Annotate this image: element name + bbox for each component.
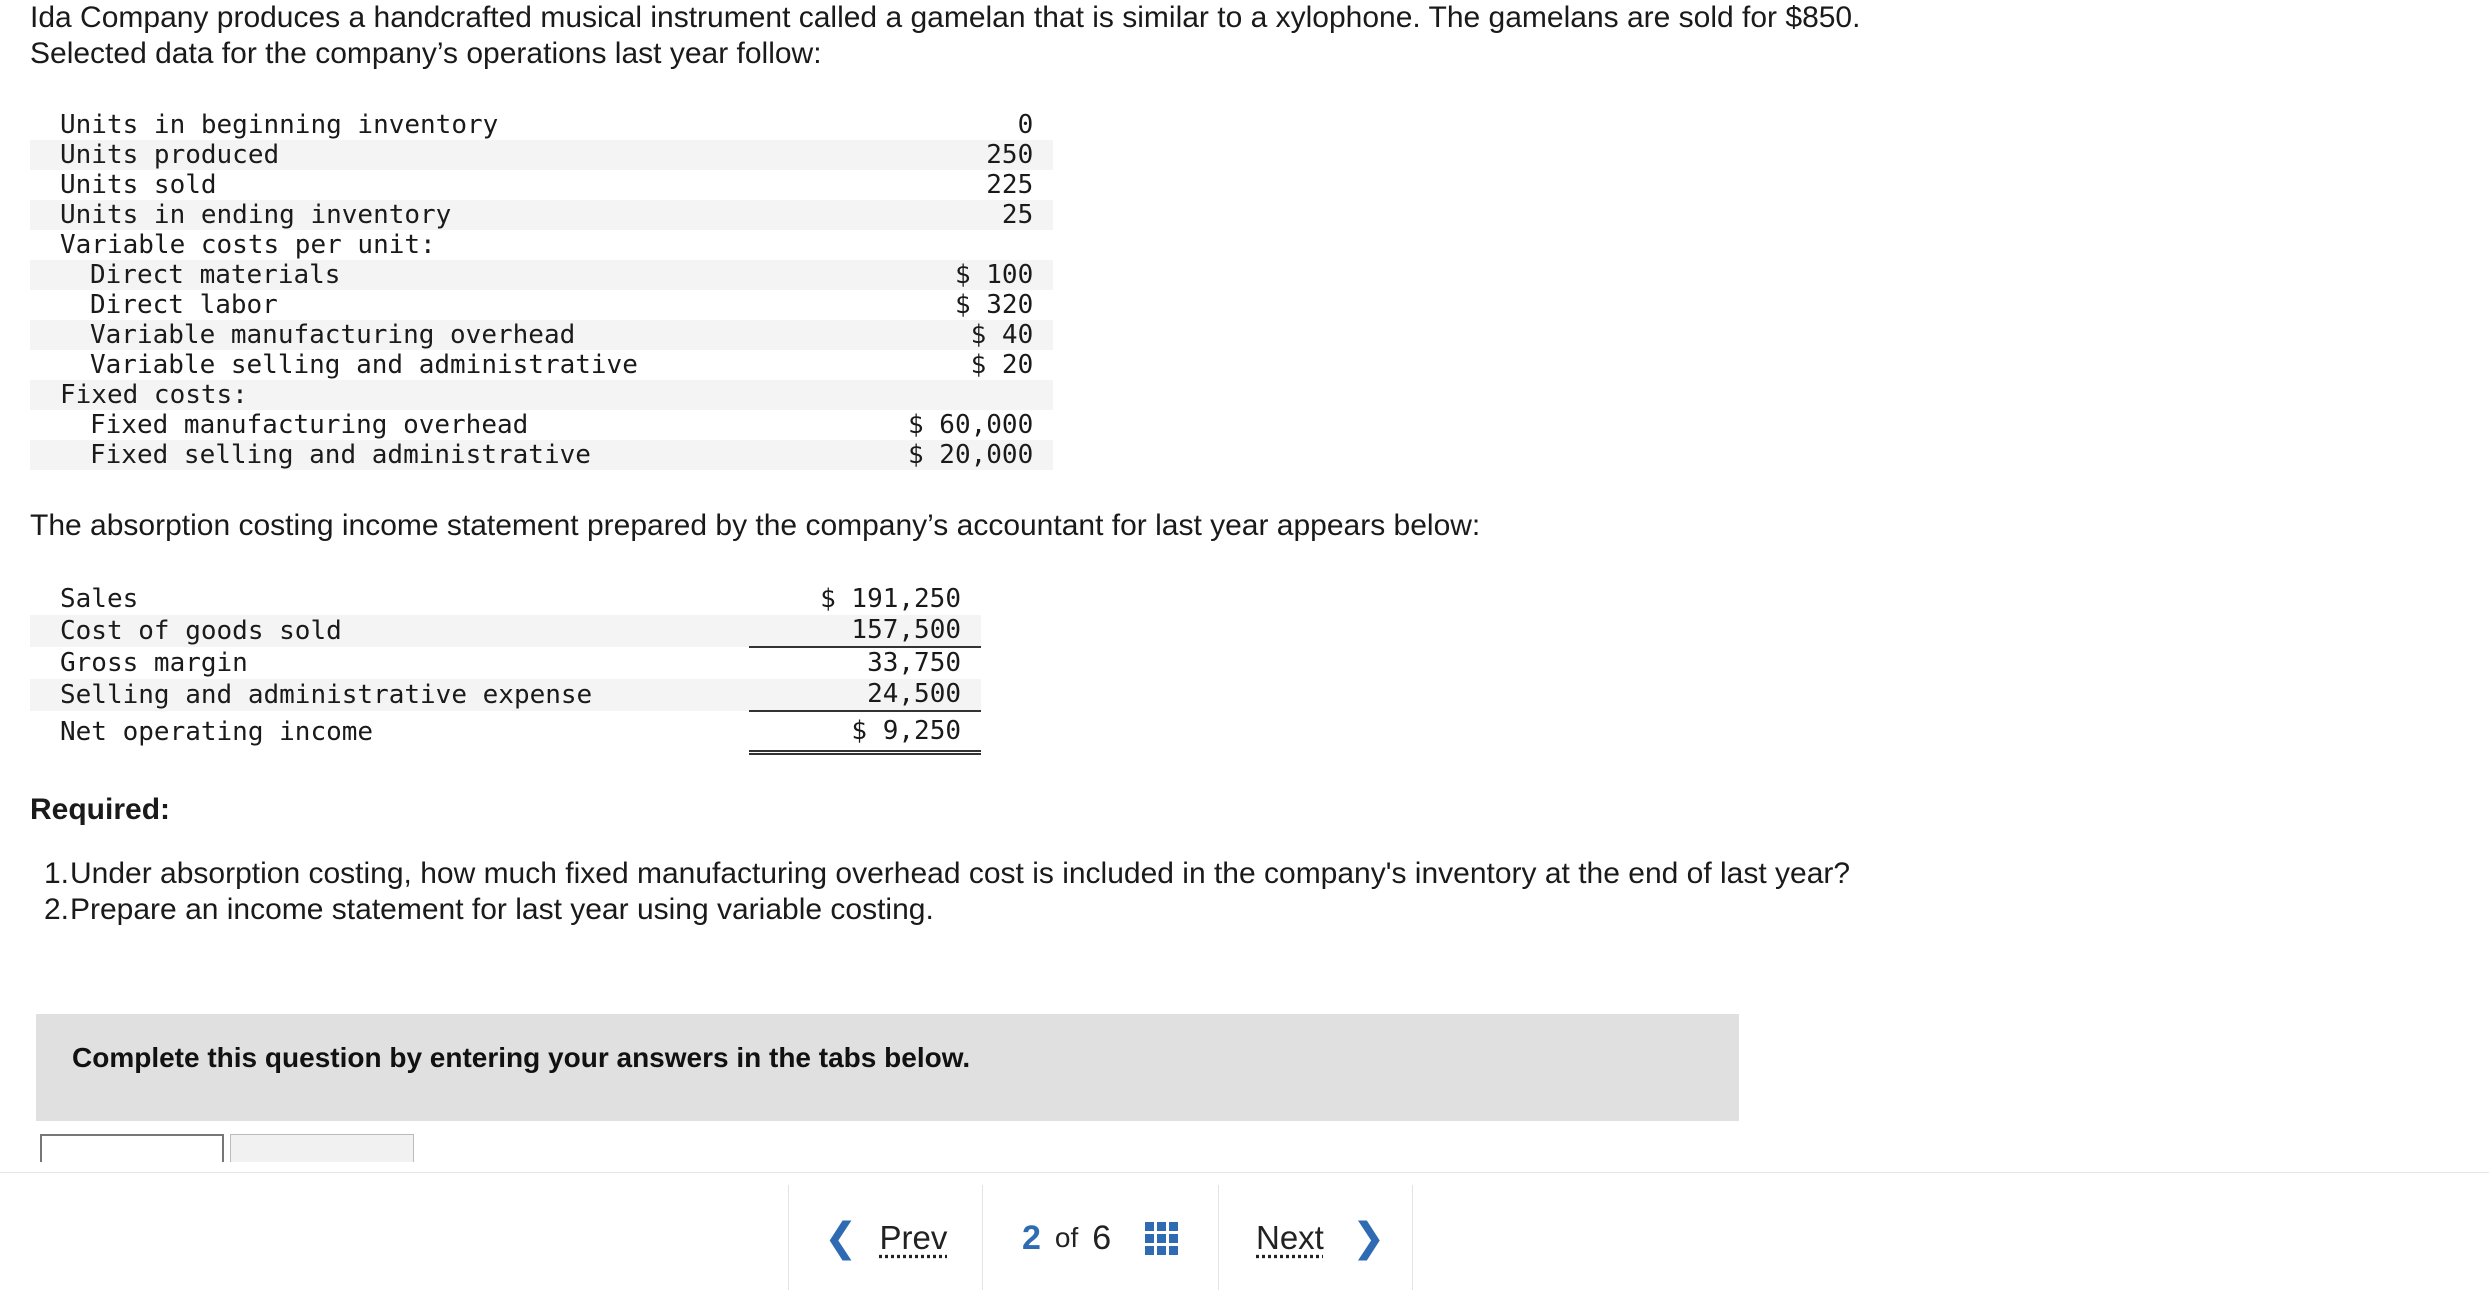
prev-button[interactable] <box>824 1213 947 1263</box>
income-row <box>30 711 981 753</box>
data-row <box>30 260 1053 290</box>
page-indicator <box>1022 1213 1178 1263</box>
grid-icon[interactable] <box>1145 1222 1178 1255</box>
footer-divider <box>788 1185 789 1290</box>
row-label: Direct materials <box>30 260 908 290</box>
row-label: Fixed costs: <box>30 380 908 410</box>
row-value: $ 20,000 <box>908 440 1053 470</box>
row-value <box>908 380 1053 410</box>
income-row <box>30 584 981 615</box>
data-row <box>30 110 1053 140</box>
next-label: Next <box>1256 1219 1324 1256</box>
row-label: Units sold <box>60 170 217 200</box>
data-row <box>30 320 1053 350</box>
item-number: 2. <box>44 893 70 926</box>
required-list <box>30 856 1910 928</box>
row-value: $ 9,250 <box>749 711 981 753</box>
answer-tab-1[interactable] <box>40 1134 224 1162</box>
income-row <box>30 679 981 711</box>
row-value: $ 20 <box>970 350 1034 380</box>
required-item <box>30 892 1910 928</box>
instructions-banner <box>36 1014 1739 1121</box>
row-value <box>908 230 1053 260</box>
data-row <box>30 290 1053 320</box>
data-row <box>30 350 1053 380</box>
income-row <box>30 615 981 647</box>
footer-divider <box>1218 1185 1219 1290</box>
row-value: 25 <box>908 200 1053 230</box>
row-label: Variable selling and administrative <box>90 350 638 380</box>
row-value: 250 <box>908 140 1053 170</box>
item-number: 1. <box>44 857 70 890</box>
pagination-footer <box>0 1172 2489 1290</box>
prev-label: Prev <box>879 1219 948 1256</box>
row-label: Units in ending inventory <box>30 200 908 230</box>
row-label: Net operating income <box>60 716 374 747</box>
income-row <box>30 647 981 679</box>
footer-divider <box>1412 1185 1413 1290</box>
row-value: $ 100 <box>908 260 1053 290</box>
item-text: Under absorption costing, how much fixed manufacturing overhead cost is included in the company's inventory at the end of last year? <box>70 857 1851 890</box>
data-row <box>30 440 1053 470</box>
row-label: Variable costs per unit: <box>60 230 436 260</box>
total-pages: 6 <box>1092 1218 1112 1257</box>
row-label: Units produced <box>30 140 908 170</box>
row-label: Units in beginning inventory <box>60 110 499 140</box>
data-row <box>30 140 1053 170</box>
data-row <box>30 200 1053 230</box>
statement-intro-text: The absorption costing income statement prepared by the company’s accountant for last year appears below: <box>30 509 1481 542</box>
row-value: 33,750 <box>867 648 961 678</box>
data-row <box>30 380 1053 410</box>
row-label: Fixed selling and administrative <box>30 440 908 470</box>
intro-text: Ida Company produces a handcrafted musical instrument called a gamelan that is similar to a xylophone. The gamelans are sold for $850. Selected data for the company’s operations last year follow: <box>30 1 1861 70</box>
row-value: $ 191,250 <box>820 584 961 614</box>
row-label: Fixed manufacturing overhead <box>90 410 529 440</box>
data-row <box>30 170 1053 200</box>
income-statement-table <box>30 584 981 755</box>
row-label: Gross margin <box>60 647 248 678</box>
footer-divider <box>982 1185 983 1290</box>
data-row <box>30 410 1053 440</box>
operations-data-table <box>30 110 1053 470</box>
required-item <box>30 856 1910 892</box>
row-value: 24,500 <box>749 679 981 711</box>
row-label: Cost of goods sold <box>30 615 749 647</box>
answer-tab-2[interactable] <box>230 1134 414 1162</box>
required-heading: Required: <box>30 793 171 826</box>
row-label: Sales <box>60 584 139 614</box>
row-label: Selling and administrative expense <box>30 679 749 711</box>
chevron-left-icon: ❮ <box>824 1216 858 1260</box>
row-value: $ 40 <box>908 320 1053 350</box>
row-value: 225 <box>986 170 1034 200</box>
row-label: Direct labor <box>90 290 278 320</box>
data-row <box>30 230 1053 260</box>
row-label: Variable manufacturing overhead <box>30 320 908 350</box>
row-value: $ 320 <box>954 290 1034 320</box>
row-value: 157,500 <box>749 615 981 647</box>
current-page: 2 <box>1022 1218 1041 1257</box>
banner-text: Complete this question by entering your answers in the tabs below. <box>72 1042 971 1073</box>
chevron-right-icon: ❯ <box>1351 1216 1386 1260</box>
row-value: $ 60,000 <box>908 410 1034 440</box>
of-label: of <box>1054 1222 1079 1253</box>
row-value: 0 <box>1017 110 1034 140</box>
item-text: Prepare an income statement for last year using variable costing. <box>70 893 934 926</box>
next-button[interactable] <box>1256 1213 1385 1263</box>
